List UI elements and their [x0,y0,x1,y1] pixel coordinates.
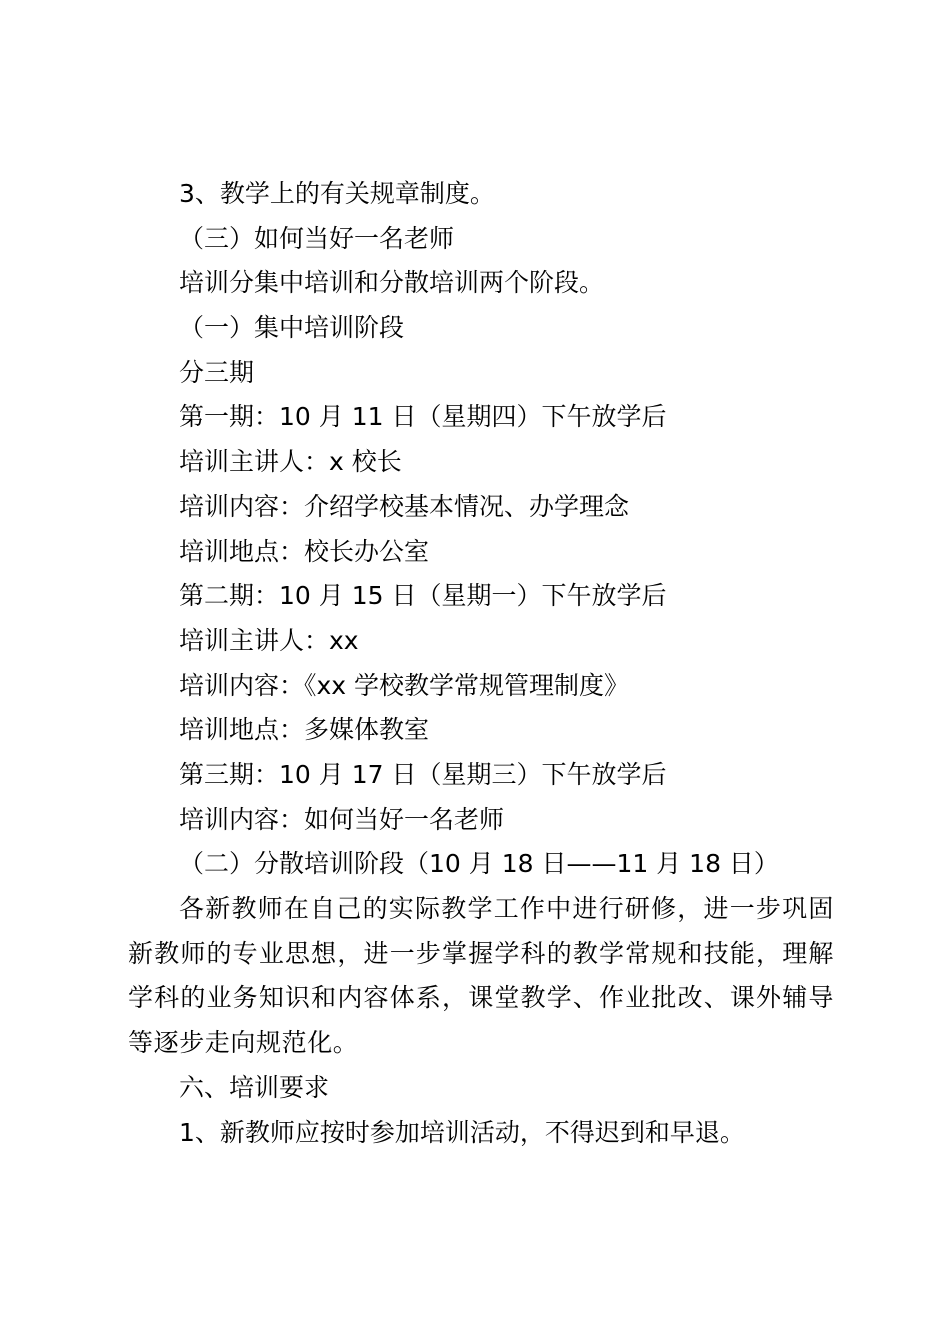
document-body [128,172,834,1155]
text-line: 培训内容：《xx 学校教学常规管理制度》 [179,670,630,700]
section-subheading: （三）如何当好一名老师 [179,223,455,253]
text-line: 培训地点：多媒体教室 [179,715,430,745]
text-line: 培训地点：校长办公室 [179,536,430,566]
session-title: 第三期：10 月 17 日（星期三）下午放学后 [179,759,667,789]
requirement-item: 1、新教师应按时参加培训活动，不得迟到和早退。 [179,1117,745,1147]
text-line: 培训主讲人：x 校长 [179,447,402,477]
body-paragraph: 各新教师在自己的实际教学工作中进行研修，进一步巩固新教师的专业思想，进一步掌握学科的教学常规和技能，理解学科的业务知识和内容体系，课堂教学、作业批改、课外辅导等逐步走向规范化。 [128,894,834,1058]
text-line: 培训内容：如何当好一名老师 [179,804,505,834]
text-line: 3、教学上的有关规章制度。 [179,179,495,208]
section-heading: 六、培训要求 [179,1072,330,1102]
section-subheading: （二）分散培训阶段（10 月 18 日——11 月 18 日） [179,849,779,879]
text-line: 培训主讲人：xx [179,625,359,655]
text-line: 培训内容：介绍学校基本情况、办学理念 [179,491,630,521]
session-title: 第一期：10 月 11 日（星期四）下午放学后 [179,402,667,432]
text-line: 分三期 [179,357,255,387]
section-subheading: （一）集中培训阶段 [179,313,405,343]
text-line: 培训分集中培训和分散培训两个阶段。 [179,268,605,298]
session-title: 第二期：10 月 15 日（星期一）下午放学后 [179,581,667,611]
